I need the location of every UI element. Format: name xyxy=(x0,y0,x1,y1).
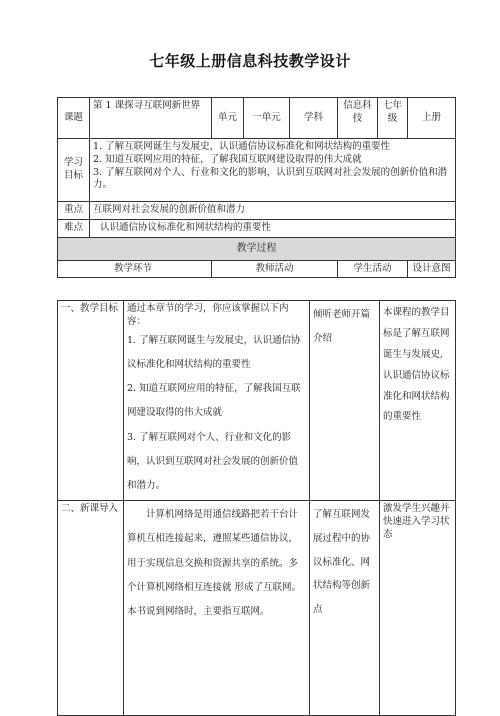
key-point-row xyxy=(58,202,456,220)
difficulty-row xyxy=(58,219,456,237)
difficulty-label: 难点 xyxy=(58,219,90,237)
lesson-value: 第 1 课探寻互联网新世界 xyxy=(90,98,212,139)
column-header-student: 学生活动 xyxy=(338,260,408,278)
column-header-teacher: 教师活动 xyxy=(212,260,338,278)
unit-label: 单元 xyxy=(212,98,244,139)
objective-item: 1. 了解互联网诞生与发展史，认识通信协议标准化和网状结构的重要性 xyxy=(93,141,391,152)
process-section-row xyxy=(58,237,456,260)
grade-value: 七年级 xyxy=(378,98,408,139)
process-table xyxy=(57,300,456,716)
teacher-item: 2. 知道互联网应用的特征，了解我国互联网建设取得的伟大成就 xyxy=(127,383,301,419)
process-row-objectives xyxy=(58,301,456,501)
stage-cell: 一、教学目标 xyxy=(58,301,124,501)
unit-value: 一单元 xyxy=(244,98,290,139)
design-intent-cell: 激发学生兴趣并快速进入学习状态 xyxy=(380,501,456,716)
document-title: 七年级上册信息科技教学设计 xyxy=(149,52,351,70)
objectives-content xyxy=(90,139,456,202)
teacher-text: 计算机网络是用通信线路把若干台计算机互相连接起来，遵照某些通信协议，用于实现信息交换和资源共享的系统。多个计算机网络相互连接就 形成了互联网。本书说到网络时，主要指互联网。 xyxy=(127,509,302,618)
lesson-plan-table xyxy=(57,97,456,278)
student-activity-cell: 了解互联网发展过程中的协议标准化、网状结构等创新点 xyxy=(310,501,380,716)
process-row-intro xyxy=(58,501,456,716)
objectives-label: 学习目标 xyxy=(58,139,90,202)
header-row xyxy=(58,98,456,139)
subject-label: 学科 xyxy=(290,98,338,139)
student-activity-cell: 倾听老师开篇介绍 xyxy=(310,301,380,501)
process-section-title: 教学过程 xyxy=(58,237,456,260)
teacher-activity-cell xyxy=(124,301,310,501)
subject-value: 信息科技 xyxy=(338,98,378,139)
objective-item: 2. 知道互联网应用的特征，了解我国互联网建设取得的伟大成就 xyxy=(93,153,362,165)
key-point-value: 互联网对社会发展的创新价值和潜力 xyxy=(90,202,456,220)
objectives-row xyxy=(58,139,456,202)
term-value: 上册 xyxy=(408,98,456,139)
column-header-stage: 教学环节 xyxy=(58,260,212,278)
key-point-label: 重点 xyxy=(58,202,90,220)
teacher-item: 1. 了解互联网诞生与发展史，认识通信协议标准化和网状结构的重要性 xyxy=(127,334,301,370)
lesson-label: 课题 xyxy=(58,98,90,139)
objective-item: 3. 了解互联网对个人、行业和文化的影响，认识到互联网对社会发展的创新价值和潜力。 xyxy=(93,166,448,191)
stage-cell: 二、新课导入 xyxy=(58,501,124,716)
difficulty-value: 认识通信协议标准化和网状结构的重要性 xyxy=(90,219,456,237)
design-intent-cell: 本课程的教学目标是了解互联网诞生与发展史,认识通信协议标准化和网状结构的重要性 xyxy=(380,301,456,501)
teacher-activity-cell xyxy=(124,501,310,716)
teacher-item: 3. 了解互联网对个人、行业和文化的影响，认识到互联网对社会发展的创新价值和潜力。 xyxy=(127,431,299,491)
teacher-intro: 通过本章节的学习，你应该掌握以下内容： xyxy=(127,303,289,327)
process-header-row xyxy=(58,260,456,278)
column-header-intent: 设计意图 xyxy=(408,260,456,278)
